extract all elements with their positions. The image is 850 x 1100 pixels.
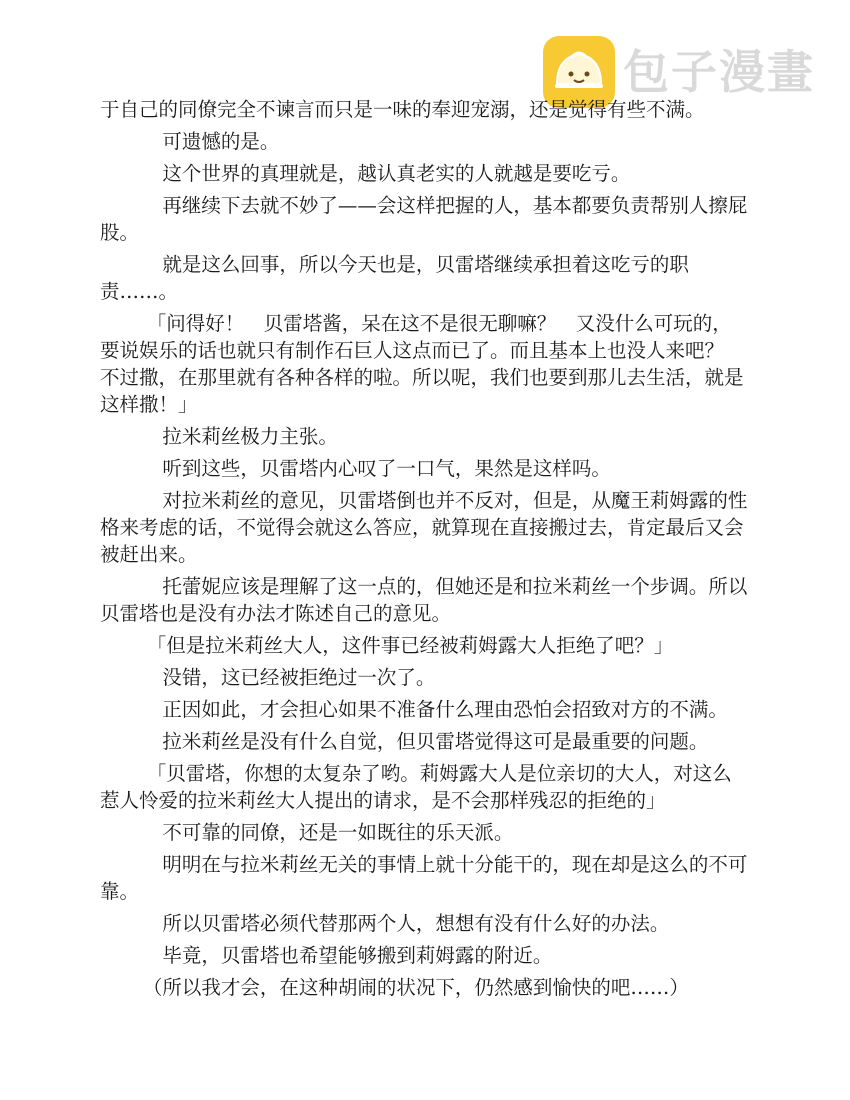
paragraph: 明明在与拉米莉丝无关的事情上就十分能干的，现在却是这么的不可靠。 bbox=[100, 853, 748, 903]
document-body bbox=[100, 96, 750, 1006]
paragraph: （所以我才会，在这种胡闹的状况下，仍然感到愉快的吧……） bbox=[142, 976, 689, 999]
paragraph: 可遗憾的是。 bbox=[162, 130, 280, 153]
paragraph: 拉米莉丝是没有什么自觉，但贝雷塔觉得这可是最重要的问题。 bbox=[162, 730, 709, 753]
paragraph: 就是这么回事，所以今天也是，贝雷塔继续承担着这吃亏的职责……。 bbox=[100, 253, 689, 303]
paragraph: 「但是拉米莉丝大人，这件事已经被莉姆露大人拒绝了吧？」 bbox=[146, 634, 674, 657]
paragraph: 不可靠的同僚，还是一如既往的乐天派。 bbox=[162, 821, 514, 844]
paragraph: 托蕾妮应该是理解了这一点的，但她还是和拉米莉丝一个步调。所以贝雷塔也是没有办法才陈述自己的意见。 bbox=[100, 575, 748, 625]
watermark-text: 包子漫畫 bbox=[623, 45, 815, 99]
paragraph: 听到这些，贝雷塔内心叹了一口气，果然是这样吗。 bbox=[162, 457, 611, 480]
paragraph: 「贝雷塔，你想的太复杂了哟。莉姆露大人是位亲切的大人，对这么惹人怜爱的拉米莉丝大人提出的请求，是不会那样残忍的拒绝的」 bbox=[100, 762, 732, 812]
paragraph: 所以贝雷塔必须代替那两个人，想想有没有什么好的办法。 bbox=[162, 912, 670, 935]
paragraph: 毕竟，贝雷塔也希望能够搬到莉姆露的附近。 bbox=[162, 944, 553, 967]
paragraph: 正因如此，才会担心如果不准备什么理由恐怕会招致对方的不满。 bbox=[162, 698, 728, 721]
paragraph: 拉米莉丝极力主张。 bbox=[162, 425, 338, 448]
paragraph: 「问得好！ 贝雷塔酱，呆在这不是很无聊嘛？ 又没什么可玩的，要说娱乐的话也就只有制作石巨人这点而已了。而且基本上也没人来吧？ 不过撒，在那里就有各种各样的啦。所以呢，我们也要到那儿去生活，就是这样撒！」 bbox=[100, 312, 750, 416]
paragraph: 没错，这已经被拒绝过一次了。 bbox=[162, 666, 436, 689]
paragraph: 于自己的同僚完全不谏言而只是一味的奉迎宠溺，还是觉得有些不满。 bbox=[100, 98, 705, 121]
paragraph: 对拉米莉丝的意见，贝雷塔倒也并不反对，但是，从魔王莉姆露的性格来考虑的话，不觉得会就这么答应，就算现在直接搬过去，肯定最后又会被赶出来。 bbox=[100, 489, 748, 566]
paragraph: 这个世界的真理就是，越认真老实的人就越是要吃亏。 bbox=[162, 162, 631, 185]
paragraph: 再继续下去就不妙了——会这样把握的人，基本都要负责帮别人擦屁股。 bbox=[100, 194, 748, 244]
